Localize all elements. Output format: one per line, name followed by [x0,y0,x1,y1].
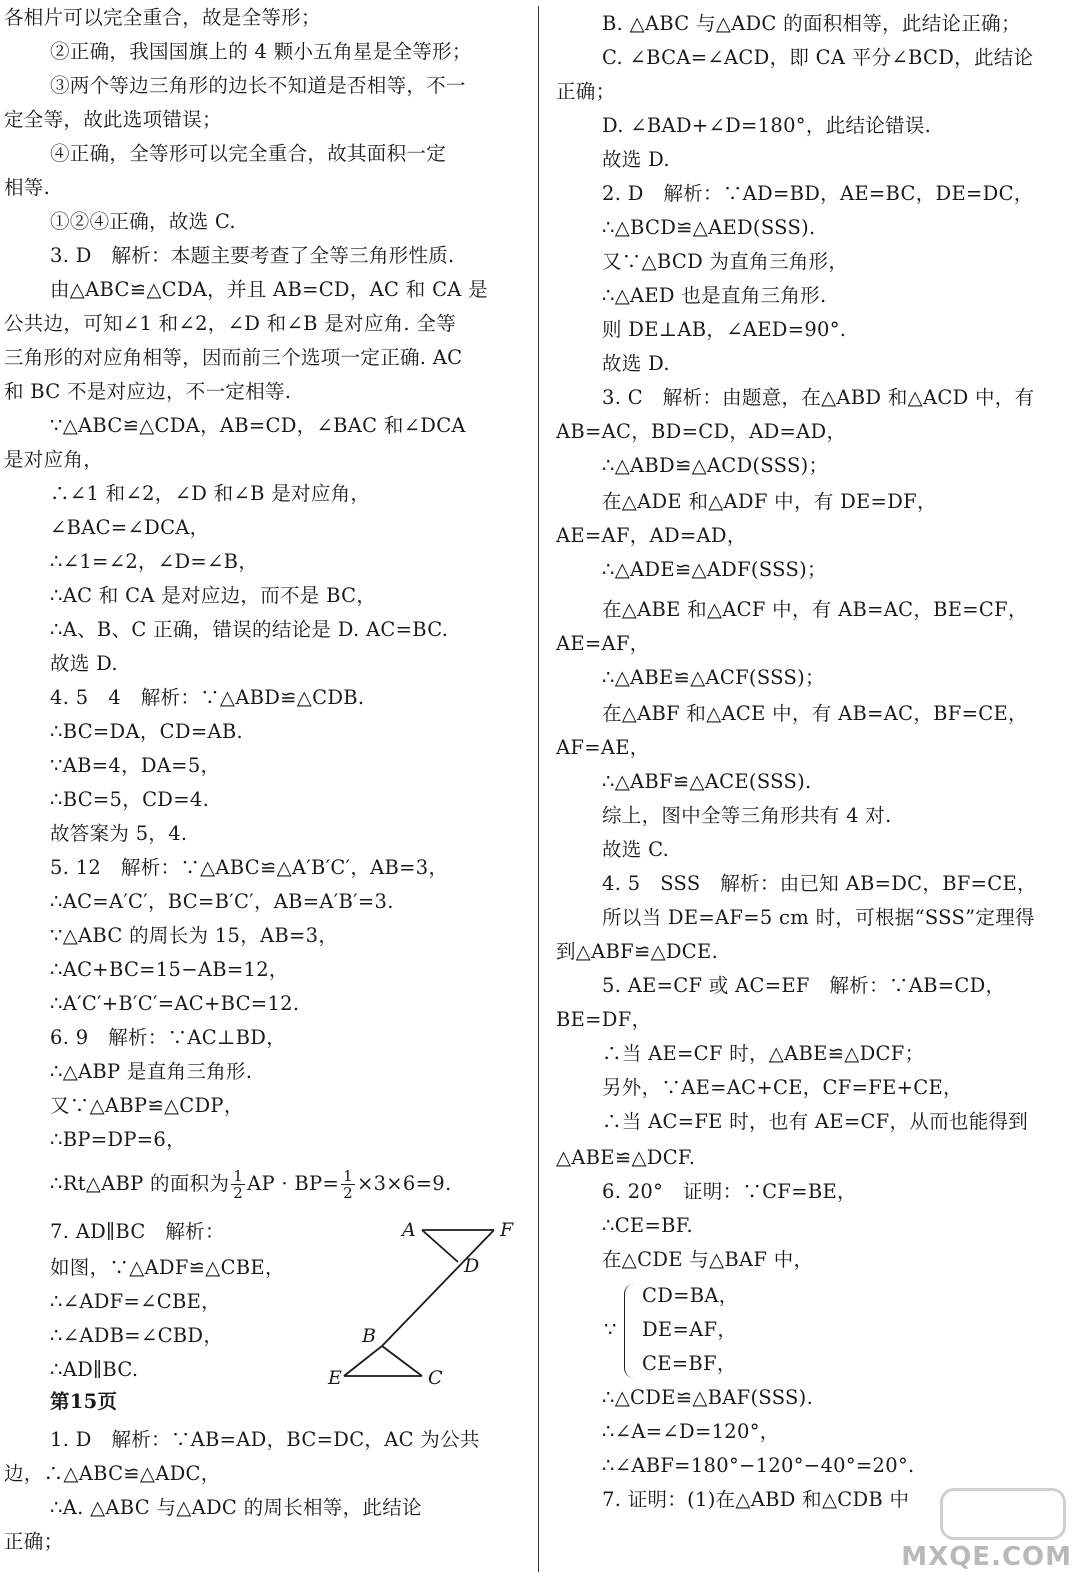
area-suffix: ×3×6=9. [356,1172,452,1195]
left-column-line: ∴△ABP 是直角三角形. [50,1060,253,1083]
area-mid: AP · BP= [247,1172,340,1195]
segment-bc [382,1346,422,1376]
label-a: A [402,1219,416,1241]
left-column-line: 1. D 解析：∵AB=AD，BC=DC，AC 为公共 [50,1428,480,1451]
left-column-line: ∴AC+BC=15−AB=12， [50,958,289,981]
left-column-line: 如图，∵△ADF≌△CBE， [50,1256,285,1279]
right-column-line: 故选 D. [602,352,670,375]
left-column-line: 三角形的对应角相等，因而前三个选项一定正确. AC [4,346,463,369]
right-column-line: ∴∠A=∠D=120°， [602,1420,780,1443]
left-column-line: 7. AD∥BC 解析： [50,1220,225,1243]
right-column-line: 在△ABF 和△ACE 中，有 AB=AC，BF=CE， [602,702,1028,725]
segment-fb [382,1230,494,1346]
right-column-line: 4. 5 SSS 解析：由已知 AB=DC，BF=CE， [602,872,1037,895]
right-column-line: 5. AE=CF 或 AC=EF 解析：∵AB=CD， [602,974,1006,997]
left-column-line: 4. 5 4 解析：∵△ABD≌△CDB. [50,686,365,709]
right-column-line: 3. C 解析：由题意，在△ABD 和△ACD 中，有 [602,386,1035,409]
left-column-line: 故选 D. [50,652,118,675]
right-column-line: DE=AF， [642,1318,738,1341]
right-column-line: 到△ABF≌△DCE. [556,940,719,963]
left-column-line: 故答案为 5，4. [50,822,188,845]
left-column-line: ∵△ABC 的周长为 15，AB=3， [50,924,339,947]
label-d: D [464,1255,480,1277]
left-column-line: 相等. [4,176,51,199]
right-column-line: 则 DE⊥AB，∠AED=90°. [602,318,847,341]
left-column-line: 边，∴△ABC≌△ADC， [4,1462,221,1485]
right-column-line: 所以当 DE=AF=5 cm 时，可根据“SSS”定理得 [602,906,1035,929]
right-column-line: ∴△ABE≌△ACF(SSS)； [602,666,825,689]
label-e: E [328,1367,342,1388]
left-column-line: 公共边，可知∠1 和∠2，∠D 和∠B 是对应角. 全等 [4,312,457,335]
left-column-line: ∴BP=DP=6， [50,1128,186,1151]
watermark-text: MXQE.COM [901,1542,1072,1572]
right-column-line: 又∵△BCD 为直角三角形， [602,250,849,273]
left-column-line: ①②④正确，故选 C. [50,210,236,233]
label-f: F [500,1219,514,1241]
right-column-line: ∴当 AE=CF 时，△ABE≌△DCF； [602,1042,925,1065]
right-column-line: 在△CDE 与△BAF 中， [602,1248,814,1271]
left-column-line: ∴∠ADF=∠CBE， [50,1290,221,1313]
right-column-line: △ABE≌△DCF. [556,1146,696,1169]
left-column-line: ∴∠1 和∠2，∠D 和∠B 是对应角， [50,482,371,505]
fraction-half-2: $\frac{1}{2}$ [343,1167,353,1202]
right-column-line: 2. D 解析：∵AD=BD，AE=BC，DE=DC， [602,182,1034,205]
right-column-line: 综上，图中全等三角形共有 4 对. [602,804,892,827]
left-column-line: ∵AB=4，DA=5， [50,754,221,777]
segment-eb [344,1346,382,1376]
right-column-line: ∴△ABD≌△ACD(SSS)； [602,454,829,477]
left-column-line: 3. D 解析：本题主要考查了全等三角形性质. [50,244,455,267]
right-column-line: AE=AF，AD=AD， [556,524,747,547]
left-column-line: ∴A. △ABC 与△ADC 的周长相等，此结论 [50,1496,422,1519]
left-column-line: 各相片可以完全重合，故是全等形； [4,6,321,29]
right-column-line: AF=AE， [556,736,650,759]
right-column-line: ∴△AED 也是直角三角形. [602,284,827,307]
geometry-figure [322,1212,522,1388]
right-column-line: AB=AC，BD=CD，AD=AD， [556,420,847,443]
left-column-line: ∴AD∥BC. [50,1358,139,1381]
right-column-line: ∴∠ABF=180°−120°−40°=20°. [602,1454,915,1477]
right-column-line: ∴CE=BF. [602,1214,694,1237]
right-column-line: 6. 20° 证明：∵CF=BE， [602,1180,857,1203]
equation-brace [624,1284,635,1378]
left-column-line: 5. 12 解析：∵△ABC≌△A′B′C′，AB=3， [50,856,449,879]
right-column-line: CE=BF， [642,1352,737,1375]
right-column-line: 故选 C. [602,838,670,861]
right-column-line: ∴△ADE≌△ADF(SSS)； [602,558,827,581]
left-column-line: ∴A′C′+B′C′=AC+BC=12. [50,992,300,1015]
watermark-logo [940,1488,1066,1540]
left-column-line: ∴AC=A′C′，BC=B′C′，AB=A′B′=3. [50,890,394,913]
right-column-line: BE=DF， [556,1008,652,1031]
left-column-line: 6. 9 解析：∵AC⊥BD， [50,1026,287,1049]
right-column-line: ∴△ABF≌△ACE(SSS). [602,770,812,793]
left-column-line: ∴AC 和 CA 是对应边，而不是 BC， [50,584,377,607]
area-formula-line [50,1168,452,1201]
right-column-line: ∴当 AC=FE 时，也有 AE=CF，从而也能得到 [602,1110,1029,1133]
right-column-line: 故选 D. [602,148,670,171]
right-column-line: D. ∠BAD+∠D=180°，此结论错误. [602,114,932,137]
left-column-line: 和 BC 不是对应边，不一定相等. [4,380,292,403]
left-column-line: 定全等，故此选项错误； [4,108,222,131]
left-column-line: 由△ABC≌△CDA，并且 AB=CD，AC 和 CA 是 [50,278,488,301]
right-column-line: CD=BA， [642,1284,739,1307]
left-column-line: ②正确，我国国旗上的 4 颗小五角星是全等形； [50,40,472,63]
left-column-line: ∴BC=5，CD=4. [50,788,210,811]
right-column-line: 7. 证明：(1)在△ABD 和△CDB 中 [602,1488,910,1511]
left-column-line: ∠BAC=∠DCA， [50,516,210,539]
right-column-line: 另外，∵AE=AC+CE，CF=FE+CE， [602,1076,963,1099]
right-column-line: B. △ABC 与△ADC 的面积相等，此结论正确； [602,12,1021,35]
left-column-line: ④正确，全等形可以完全重合，故其面积一定 [50,142,447,165]
left-column-line: ∵△ABC≌△CDA，AB=CD，∠BAC 和∠DCA [50,414,466,437]
right-column-line: 正确； [556,80,616,103]
segment-ad [422,1230,458,1262]
left-column-line: ∴∠ADB=∠CBD， [50,1324,224,1347]
left-column-line: ③两个等边三角形的边长不知道是否相等，不一 [50,74,466,97]
label-c: C [428,1367,443,1388]
because-symbol: ∵ [604,1318,617,1341]
right-column-line: 在△ABE 和△ACF 中，有 AB=AC，BE=CF， [602,598,1028,621]
column-divider [538,6,539,1572]
label-b: B [362,1325,376,1347]
left-column-line: 正确； [4,1530,64,1553]
right-column-line: ∴△BCD≌△AED(SSS). [602,216,816,239]
left-column-line: ∴∠1=∠2，∠D=∠B， [50,550,259,573]
left-column-line: 是对应角， [4,448,104,471]
fraction-half-1: $\frac{1}{2}$ [233,1167,244,1202]
area-prefix: ∴Rt△ABP 的面积为 [50,1172,230,1195]
left-column-line: ∴A、B、C 正确，错误的结论是 D. AC=BC. [50,618,449,641]
left-column-line: 第15页 [50,1390,118,1413]
left-column-line: ∴BC=DA，CD=AB. [50,720,243,743]
left-column-line: 又∵△ABP≌△CDP， [50,1094,244,1117]
right-column-line: 在△ADE 和△ADF 中，有 DE=DF， [602,490,937,513]
right-column-line: AE=AF， [556,632,650,655]
right-column-line: ∴△CDE≌△BAF(SSS). [602,1386,814,1409]
right-column-line: C. ∠BCA=∠ACD，即 CA 平分∠BCD，此结论 [602,46,1034,69]
